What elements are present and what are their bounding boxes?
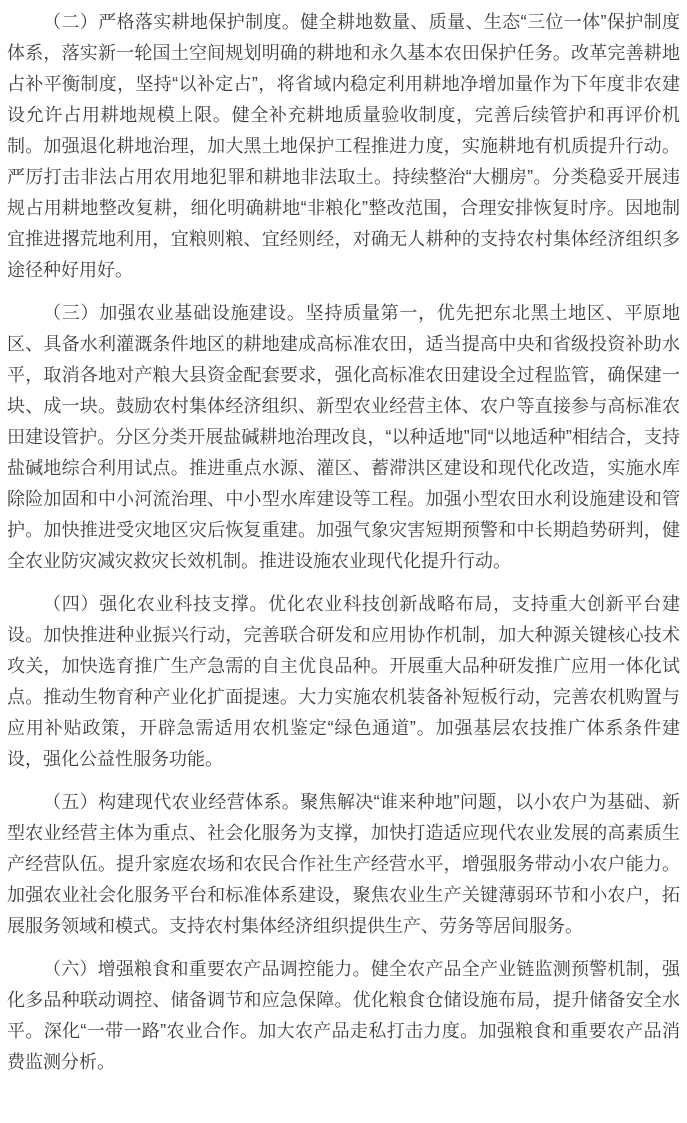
- paragraph-grain-regulation-capacity: （六）增强粮食和重要农产品调控能力。健全农产品全产业链监测预警机制，强化多品种联动调控、储备调节和应急保障。优化粮食仓储设施布局，提升储备安全水平。深化“一带一路”农业合作。加大农产品走私打击力度。加强粮食和重要农产品消费监测分析。: [7, 959, 680, 1072]
- paragraph-agricultural-science-tech: （四）强化农业科技支撑。优化农业科技创新战略布局，支持重大创新平台建设。加快推进种业振兴行动，完善联合研发和应用协作机制，加大种源关键核心技术攻关，加快选育推广生产急需的自主优良品种。开展重大品种研发推广应用一体化试点。推动生物育种产业化扩面提速。大力实施农机装备补短板行动，完善农机购置与应用补贴政策，开辟急需适用农机鉴定“绿色通道”。加强基层农技推广体系条件建设，强化公益性服务功能。: [7, 594, 680, 769]
- paragraph-agricultural-infrastructure: （三）加强农业基础设施建设。坚持质量第一，优先把东北黑土地区、平原地区、具备水利灌溉条件地区的耕地建成高标准农田，适当提高中央和省级投资补助水平，取消各地对产粮大县资金配套要求，强化高标准农田建设全过程监管，确保建一块、成一块。鼓励农村集体经济组织、新型农业经营主体、农户等直接参与高标准农田建设管护。分区分类开展盐碱耕地治理改良，“以种适地”同“以地适种”相结合，支持盐碱地综合利用试点。推进重点水源、灌区、蓄滞洪区建设和现代化改造，实施水库除险加固和中小河流治理、中小型水库建设等工程。加强小型农田水利设施建设和管护。加快推进受灾地区灾后恢复重建。加强气象灾害短期预警和中长期趋势研判，健全农业防灾减灾救灾长效机制。推进设施农业现代化提升行动。: [7, 303, 680, 571]
- paragraph-farmland-protection: （二）严格落实耕地保护制度。健全耕地数量、质量、生态“三位一体”保护制度体系，落实新一轮国土空间规划明确的耕地和永久基本农田保护任务。改革完善耕地占补平衡制度，坚持“以补定占”，将省域内稳定利用耕地净增加量作为下年度非农建设允许占用耕地规模上限。健全补充耕地质量验收制度，完善后续管护和再评价机制。加强退化耕地治理，加大黑土地保护工程推进力度，实施耕地有机质提升行动。严厉打击非法占用农用地犯罪和耕地非法取土。持续整治“大棚房”。分类稳妥开展违规占用耕地整改复耕，细化明确耕地“非粮化”整改范围，合理安排恢复时序。因地制宜推进撂荒地利用，宜粮则粮、宜经则经，对确无人耕种的支持农村集体经济组织多途径种好用好。: [7, 12, 680, 280]
- paragraph-modern-agricultural-operation: （五）构建现代农业经营体系。聚焦解决“谁来种地”问题，以小农户为基础、新型农业经营主体为重点、社会化服务为支撑，加快打造适应现代农业发展的高素质生产经营队伍。提升家庭农场和农民合作社生产经营水平，增强服务带动小农户能力。加强农业社会化服务平台和标准体系建设，聚焦农业生产关键薄弱环节和小农户，拓展服务领域和模式。支持农村集体经济组织提供生产、劳务等居间服务。: [7, 792, 680, 936]
